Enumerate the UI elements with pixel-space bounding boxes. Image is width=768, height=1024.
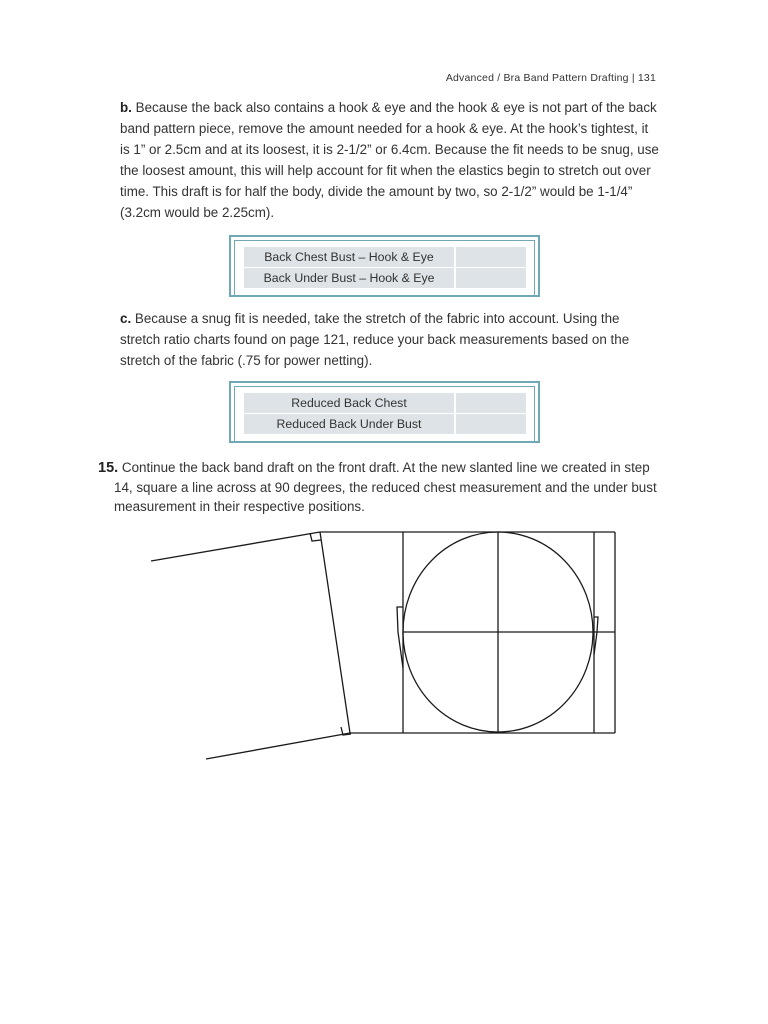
step-15-number: 15. [98,460,119,476]
slanted-side-line [320,532,350,733]
running-head-text: Advanced / Bra Band Pattern Drafting [445,72,629,84]
paragraph-b-label: b. [120,100,132,115]
step-15-text: Continue the back band draft on the front draft. At the new slanted line we created in step 14, square a line across at 90 degrees, the reduced chest measurement and the under bust measurement in their respective positions. [114,460,657,514]
paragraph-c-text: Because a snug fit is needed, take the stretch of the fabric into account. Using the stretch ratio charts found on page 121, reduce your back measurements based on the stretch of the fabric (.75 for power netting). [120,311,630,368]
table-row-label: Back Under Bust – Hook & Eye [244,268,454,288]
left-side-notch [397,607,403,668]
right-angle-mark-top [310,533,321,541]
upper-extension-line [151,532,320,561]
table-row-label: Reduced Back Under Bust [244,414,454,434]
table-row-label: Reduced Back Chest [244,393,454,413]
table-row-label: Back Chest Bust – Hook & Eye [244,247,454,267]
paragraph-c-label: c. [120,311,132,326]
lower-extension-line [206,733,350,759]
paragraph-b-text: Because the back also contains a hook & eye and the hook & eye is not part of the back band pattern piece, remove the amount needed for a hook & eye. At the hook’s tightest, it is 1” or 2.5cm and at its loosest, it is 2-1/2” or 6.4cm. Because the fit needs to be snug, use the loosest amount, this will help account for fit when the elastics begin to stretch out over time. This draft is for half the body, divide the amount by two, so 2-1/2” would be 1-1/4” (3.2cm would be 2.25cm). [120,100,659,220]
page-number: | 131 [631,72,656,84]
